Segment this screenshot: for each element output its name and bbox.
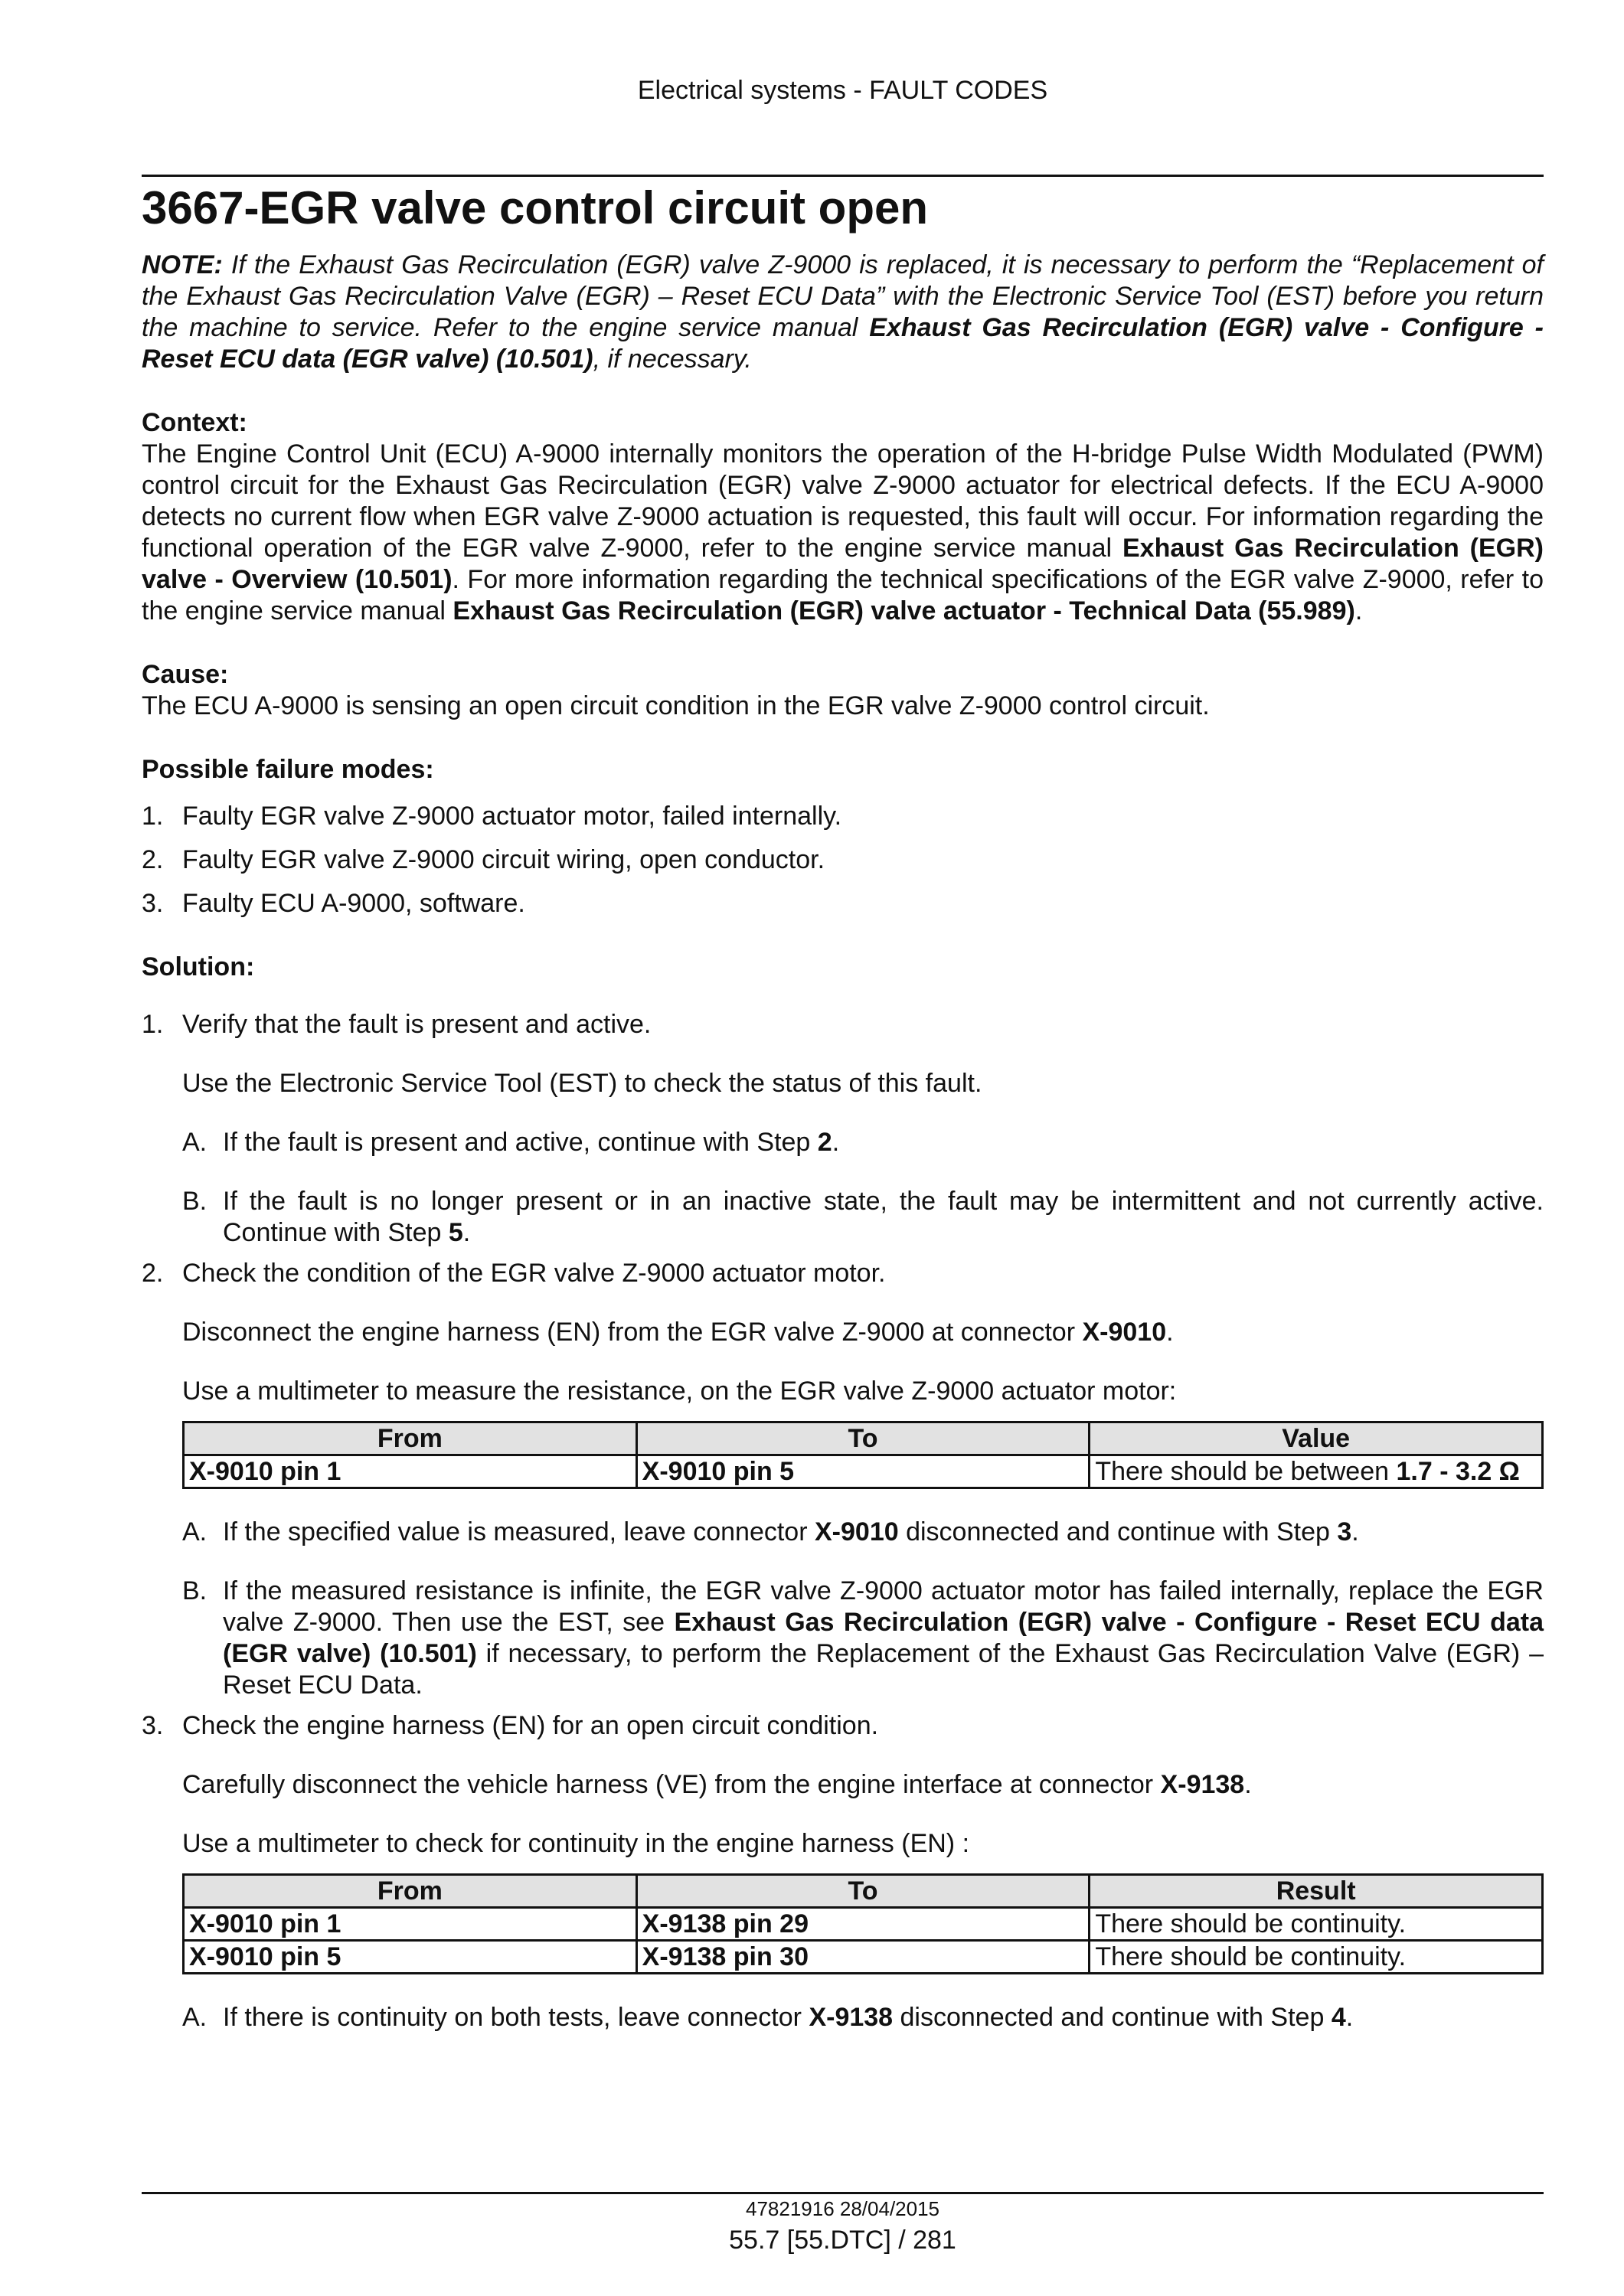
column-header-from: From [184,1422,637,1455]
option-text-mid: disconnected and continue with Step [898,1517,1338,1546]
instruction-end: . [1244,1770,1252,1799]
note-paragraph [142,250,1544,375]
step-1-instruction: Use the Electronic Service Tool (EST) to check the status of this fault. [182,1069,982,1098]
failure-modes-heading: Possible failure modes: [142,755,434,784]
option-letter: A. [182,1517,207,1546]
cell-from: X-9010 pin 1 [184,1908,637,1941]
context-reference-technical: Exhaust Gas Recirculation (EGR) valve actuator - Technical Data (55.989) [453,596,1355,625]
cell-result: There should be continuity. [1090,1941,1543,1974]
step-1-option-b [182,1186,1544,1249]
column-header-from: From [184,1875,637,1908]
solution-step-1 [142,1009,1544,1040]
option-letter: B. [182,1187,207,1216]
table-header-row [184,1875,1543,1908]
step-3-option-a [182,2002,1544,2033]
option-text [223,2002,1544,2033]
column-header-value: Value [1090,1422,1543,1455]
list-item [142,801,1544,832]
step-1-option-a [182,1127,1544,1158]
manual-reference: Exhaust Gas Recirculation (EGR) valve - Configure - Reset ECU data (EGR valve) (10.501) [223,1608,1544,1668]
option-letter: A. [182,2003,207,2032]
context-text: The Engine Control Unit (ECU) A-9000 internally monitors the operation of the H-bridge Pulse Width Modulated (PWM) control circuit for the Exhaust Gas Recirculation (EGR) valve Z-9000 actuator for electrical defects. If the ECU A-9000 detects no current flow when EGR valve Z-9000 actuation is requested, this fault will occur. For information regarding the functional operation of the EGR valve Z-9000, refer to the engine service manual [142,439,1544,563]
list-number: 3. [142,889,164,918]
page-title: 3667-EGR valve control circuit open [142,182,929,234]
connector-id: X-9138 [1160,1770,1245,1799]
cause-paragraph: The ECU A-9000 is sensing an open circuit condition in the EGR valve Z-9000 control circuit. [142,691,1210,720]
table-header-row [184,1422,1543,1455]
column-header-to: To [636,1422,1090,1455]
table-row [184,1455,1543,1488]
step-reference: 5 [448,1218,463,1247]
step-number: 1. [142,1010,164,1039]
option-text-start: If the measured resistance is infinite, the EGR valve Z-9000 actuator motor has failed internally, replace the EGR valve Z-9000. Then use the EST, see [223,1576,1544,1637]
value-text: There should be between [1095,1457,1397,1486]
header-rule [142,175,1544,177]
step-2-option-b [182,1576,1544,1701]
step-2-instruction [182,1317,1544,1348]
column-header-result: Result [1090,1875,1543,1908]
step-3-instruction [182,1769,1544,1801]
list-item [142,844,1544,876]
option-text-start: If there is continuity on both tests, leave connector [223,2003,809,2032]
option-text-end: . [1345,2003,1354,2032]
step-number: 3. [142,1711,164,1740]
option-text [223,1186,1544,1249]
option-text [223,1127,1544,1158]
option-text-end: . [832,1128,840,1157]
option-text-start: If the fault is present and active, continue with Step [223,1128,818,1157]
cell-to: X-9010 pin 5 [636,1455,1090,1488]
cell-from: X-9010 pin 1 [184,1455,637,1488]
option-text-end: . [462,1218,471,1247]
step-reference: 3 [1337,1517,1352,1546]
connector-id: X-9138 [809,2003,894,2032]
connector-id: X-9010 [1082,1318,1167,1347]
running-header: Electrical systems - FAULT CODES [637,76,1048,105]
footer-rule [142,2192,1544,2194]
instruction-end: . [1166,1318,1174,1347]
footer-document-id: 47821916 28/04/2015 [745,2197,940,2220]
connector-id: X-9010 [815,1517,899,1546]
cell-to: X-9138 pin 29 [636,1908,1090,1941]
option-text [223,1517,1544,1548]
continuity-table [182,1873,1544,1974]
option-text-start: If the specified value is measured, leave connector [223,1517,815,1546]
list-number: 1. [142,802,164,831]
note-reference: Exhaust Gas Recirculation (EGR) valve - Configure - Reset ECU data (EGR valve) (10.501) [142,313,1544,374]
step-2-measure-instruction: Use a multimeter to measure the resistance, on the EGR valve Z-9000 actuator motor: [182,1377,1177,1406]
option-text-mid: disconnected and continue with Step [893,2003,1332,2032]
step-text: Check the engine harness (EN) for an open circuit condition. [182,1711,879,1740]
option-text [223,1576,1544,1701]
step-reference: 2 [817,1128,832,1157]
option-letter: A. [182,1128,207,1157]
cell-value [1090,1455,1543,1488]
step-text: Check the condition of the EGR valve Z-9000 actuator motor. [182,1259,886,1288]
note-label: NOTE: [142,250,223,279]
list-text: Faulty EGR valve Z-9000 circuit wiring, open conductor. [182,845,825,874]
resistance-table [182,1421,1544,1489]
solution-step-3 [142,1710,1544,1742]
option-text-end: if necessary, to perform the Replacement of the Exhaust Gas Recirculation Valve (EGR) – Reset ECU Data. [223,1639,1544,1700]
list-item [142,888,1544,919]
context-reference-overview: Exhaust Gas Recirculation (EGR) valve - Overview (10.501) [142,534,1544,594]
document-body [142,250,1544,2033]
cell-from: X-9010 pin 5 [184,1941,637,1974]
note-text: If the Exhaust Gas Recirculation (EGR) valve Z-9000 is replaced, it is necessary to perform the “Replacement of the Exhaust Gas Recirculation Valve (EGR) – Reset ECU Data” with the Electronic Service Tool (EST) before you return the machine to service. Refer to the engine service manual [142,250,1544,342]
context-text-2: . For more information regarding the technical specifications of the EGR valve Z-9000, refer to the engine service manual [142,565,1544,625]
cell-to: X-9138 pin 30 [636,1941,1090,1974]
value-range: 1.7 - 3.2 Ω [1396,1457,1520,1486]
list-number: 2. [142,845,164,874]
table-row [184,1908,1543,1941]
note-text-end: , if necessary. [593,345,752,374]
step-text: Verify that the fault is present and active. [182,1010,652,1039]
step-2-option-a [182,1517,1544,1548]
column-header-to: To [636,1875,1090,1908]
option-text-start: If the fault is no longer present or in an inactive state, the fault may be intermittent and not currently active. Continue with Step [223,1187,1544,1247]
step-reference: 4 [1331,2003,1346,2032]
solution-step-2 [142,1258,1544,1289]
cause-heading: Cause: [142,660,229,689]
step-number: 2. [142,1259,164,1288]
cell-result: There should be continuity. [1090,1908,1543,1941]
context-text-3: . [1354,596,1363,625]
instruction-text: Disconnect the engine harness (EN) from the EGR valve Z-9000 at connector [182,1318,1083,1347]
step-3-continuity-instruction: Use a multimeter to check for continuity in the engine harness (EN) : [182,1829,970,1858]
option-text-end: . [1351,1517,1359,1546]
failure-modes-list [142,801,1544,919]
context-heading: Context: [142,408,247,437]
solution-heading: Solution: [142,952,255,981]
footer-page-number: 55.7 [55.DTC] / 281 [729,2226,956,2255]
list-text: Faulty ECU A-9000, software. [182,889,525,918]
instruction-text: Carefully disconnect the vehicle harness (VE) from the engine interface at connector [182,1770,1161,1799]
option-letter: B. [182,1576,207,1605]
context-paragraph [142,439,1544,627]
table-row [184,1941,1543,1974]
list-text: Faulty EGR valve Z-9000 actuator motor, failed internally. [182,802,842,831]
